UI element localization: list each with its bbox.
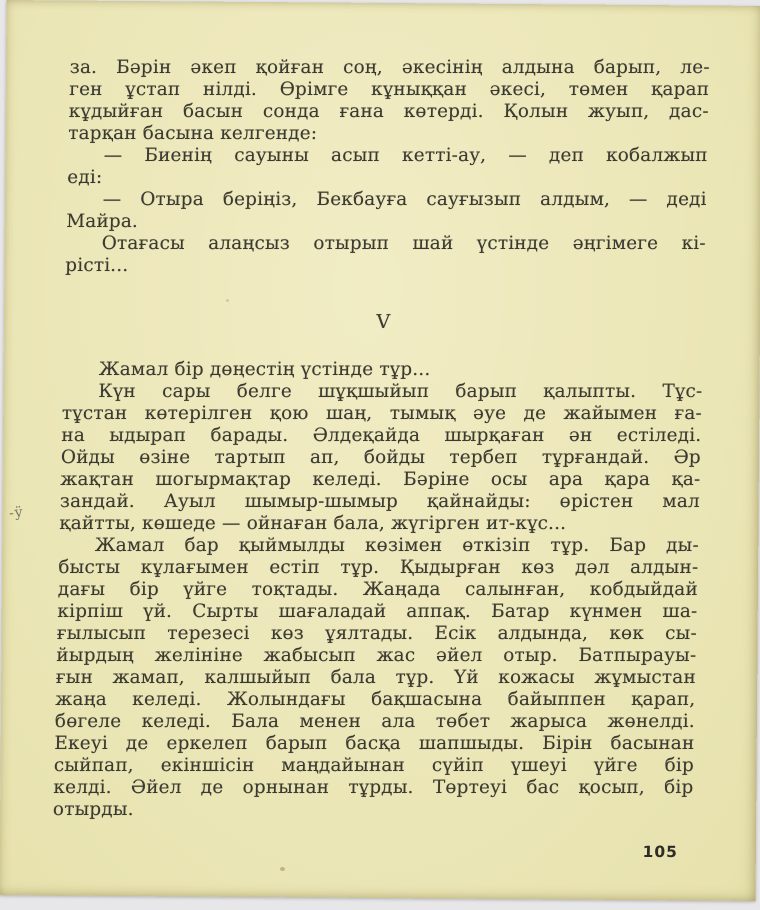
text-line: бөгеле келеді. Бала менен ала төбет жарыса жөнелді. (54, 711, 696, 732)
text-line: Күн сары белге шұқшыйып барып қалыпты. Тұс- (98, 381, 703, 402)
text-line: — Биенің сауыны асып кетті-ау, — деп кобалжып (103, 145, 709, 166)
text-line: бысты кұлағымен естіп тұр. Қыдырған көз дәл алдын- (58, 557, 699, 578)
text-line: дағы бір үйге тоқтады. Жаңада салынған, кобдыйдай (57, 579, 699, 600)
section-heading: V (376, 311, 392, 333)
text-line: ген ұстап нілді. Өрімге кұныққан әкесі, төмен қарап (69, 79, 710, 100)
page-content (52, 57, 710, 861)
paper-speck (226, 299, 229, 302)
text-line: Отағасы алаңсыз отырып шай үстінде әңгімеге кі- (101, 233, 707, 254)
text-line: қайтты, көшеде — ойнаған бала, жүгірген ит-кұс... (59, 513, 567, 534)
text-line: Жамал бір дөңестің үстінде тұр... (98, 359, 431, 380)
text-line: Екеуі де еркелеп барып басқа шапшыды. Бірін басынан (54, 733, 695, 754)
text-line: Майра. (66, 211, 139, 232)
text-line: на ыдырап барады. Әлдеқайда шырқаған ән естіледі. (61, 425, 702, 446)
text-line: йырдың желініне жабысып жас әйел отыр. Батпырауы- (56, 645, 697, 666)
text-line: Жамал бар қыймылды көзімен өткізіп тұр. Бар ды- (94, 535, 700, 556)
text-line: кірпіш үй. Сырты шағаладай аппақ. Батар күнмен ша- (57, 601, 698, 622)
text-line: еді: (67, 167, 103, 188)
text-line: ғын жамап, калшыйып бала тұр. Үй кожасы жұмыстан (55, 667, 697, 688)
text-line: за. Бәрін әкеп қойған соң, әкесінің алдына барып, ле- (69, 57, 711, 78)
text-line: ғылысып терезесі көз ұялтады. Есік алдында, көк сы- (56, 623, 698, 644)
margin-annotation-mark: -ÿ (8, 504, 25, 522)
text-line: келді. Әйел де орнынан тұрды. Төртеуі бас қосып, бір (53, 777, 694, 798)
text-line: жаңа келеді. Жолындағы бақшасына байыппен қарап, (55, 689, 696, 710)
text-line: Ойды өзіне тартып ап, бойды тербеп тұрғандай. Әр (60, 447, 702, 468)
text-line: кұдыйған басын сонда ғана көтерді. Қолын жуып, дас- (68, 101, 710, 122)
text-line: рісті... (65, 255, 129, 276)
text-line: тарқан басына келгенде: (68, 123, 318, 144)
text-line: тұстан көтерілген қою шаң, тымық әуе де жайымен ға- (61, 403, 703, 424)
text-block (53, 57, 710, 821)
text-line: — Отыра беріңіз, Бекбауға сауғызып алдым, — деді (102, 189, 708, 210)
text-line: сыйпап, екіншісін маңдайынан сүйіп үшеуі үйге бір (53, 755, 695, 776)
text-line: жақтан шогырмақтар келеді. Бәріне осы ара қара қа- (60, 469, 701, 490)
page-number: 105 (642, 843, 679, 861)
paper-speck (280, 867, 285, 871)
text-line: зандай. Ауыл шымыр-шымыр қайнайды: өрістен мал (59, 491, 701, 512)
text-line: отырды. (52, 799, 135, 820)
